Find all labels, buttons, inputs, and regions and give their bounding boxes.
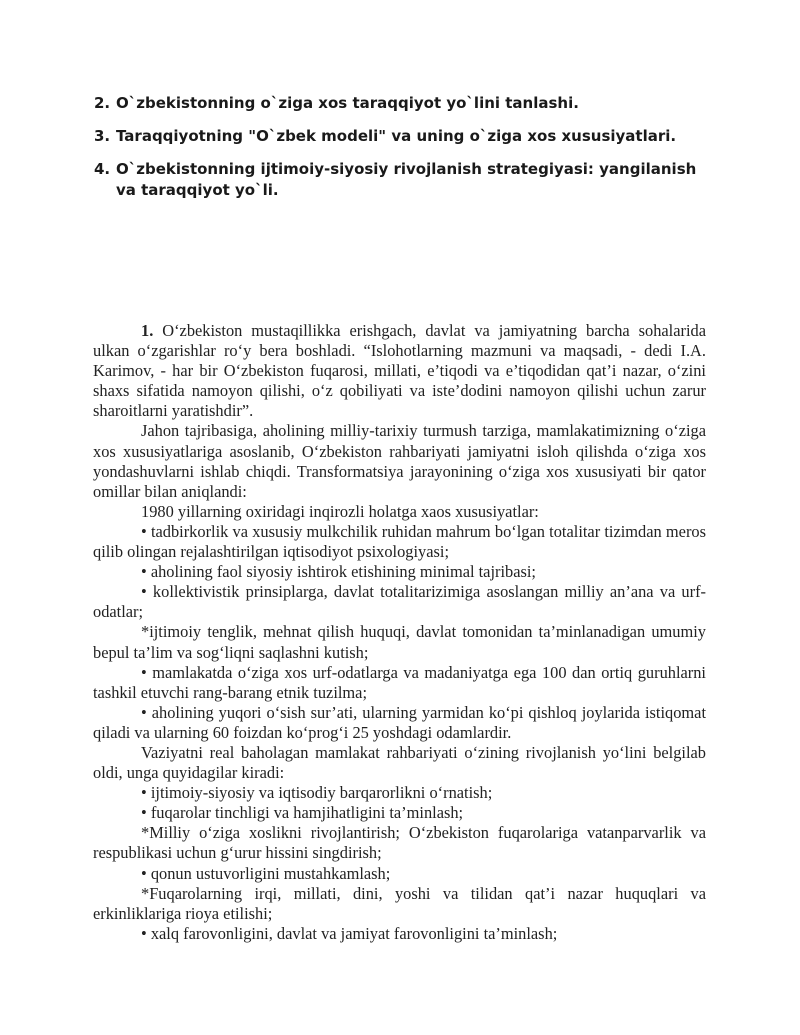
list-item: • tadbirkorlik va xususiy mulkchilik ruhidan mahrum bo‘lgan totalitar tizimdan meros qilib olingan rejalashtirilgan iqtisodiyot psixologiyasi; bbox=[93, 521, 706, 562]
paragraph: Jahon tajribasiga, aholining milliy-tarixiy turmush tarziga, mamlakatimizning o‘ziga xos xususiyatlariga asoslanib, O‘zbekiston rahbariyati jamiyatni isloh qilishda o‘ziga xos yondashuvlarni ishlab chiqdi. Transformatsiya jarayonining o‘ziga xos xususiyati bir qator omillar bilan aniqlandi: bbox=[93, 421, 706, 501]
list-item: *Fuqarolarning irqi, millati, dini, yoshi va tilidan qat’i nazar huquqlari va erkinliklariga rioya etilishi; bbox=[93, 883, 706, 923]
topic-item bbox=[94, 93, 714, 114]
list-item: • fuqarolar tinchligi va hamjihatligini ta’minlash; bbox=[141, 803, 464, 823]
topic-item bbox=[94, 159, 714, 201]
list-item: • mamlakatda o‘ziga xos urf-odatlarga va madaniyatga ega 100 dan ortiq guruhlarni tashkil etuvchi rang-barang etnik tuzilma; bbox=[93, 662, 706, 702]
body-text bbox=[93, 321, 706, 944]
topic-title: O`zbekistonning ijtimoiy-siyosiy rivojlanish strategiyasi: yangilanish va taraqqiyot yo`li. bbox=[116, 160, 697, 199]
paragraph-text: O‘zbekiston mustaqillikka erishgach, davlat va jamiyatning barcha sohalarida ulkan o‘zgarishlar ro‘y bera boshladi. “Islohotlarning mazmuni va maqsadi, - dedi I.A. Karimov, - har bir O‘zbekiston fuqarosi, millati, e’tiqodi va e’tiqodidan qat’i nazar, o‘zini shaxs sifatida namoyon qilishi, o‘z qobiliyati va iste’dodini namoyon qilishi uchun zarur sharoitlarni yaratishdir”. bbox=[93, 321, 706, 421]
topic-list bbox=[94, 93, 714, 213]
paragraph bbox=[93, 321, 706, 421]
paragraph-number: 1. bbox=[141, 321, 154, 340]
list-item: *Milliy o‘ziga xoslikni rivojlantirish; O‘zbekiston fuqarolariga vatanparvarlik va respublikasi uchun g‘urur hissini singdirish; bbox=[93, 823, 706, 863]
topic-item bbox=[94, 126, 714, 147]
list-item: • kollektivistik prinsiplarga, davlat totalitarizimiga asoslangan milliy an’ana va urf-odatlar; bbox=[93, 582, 706, 622]
paragraph: Vaziyatni real baholagan mamlakat rahbariyati o‘zining rivojlanish yo‘lini belgilab oldi, unga quyidagilar kiradi: bbox=[93, 742, 706, 783]
paragraph: 1980 yillarning oxiridagi inqirozli holatga xaos xususiyatlar: bbox=[141, 501, 539, 521]
topic-title: O`zbekistonning o`ziga xos taraqqiyot yo`lini tanlashi. bbox=[116, 94, 579, 112]
list-item: • ijtimoiy-siyosiy va iqtisodiy barqarorlikni o‘rnatish; bbox=[141, 783, 493, 803]
topic-number: 4. bbox=[94, 160, 111, 178]
list-item: • aholining faol siyosiy ishtirok etishining minimal tajribasi; bbox=[141, 562, 536, 582]
list-item: • xalq farovonligini, davlat va jamiyat farovonligini ta’minlash; bbox=[141, 923, 558, 943]
list-item: *ijtimoiy tenglik, mehnat qilish huquqi, davlat tomonidan ta’minlanadigan umumiy bepul ta’lim va sog‘liqni saqlashni kutish; bbox=[93, 622, 706, 662]
topic-number: 3. bbox=[94, 127, 111, 145]
list-item: • aholining yuqori o‘sish sur’ati, ularning yarmidan ko‘pi qishloq joylarida istiqomat qiladi va ularning 60 foizdan ko‘prog‘i 25 yoshdagi odamlardir. bbox=[93, 702, 706, 742]
topic-number: 2. bbox=[94, 94, 111, 112]
list-item: • qonun ustuvorligini mustahkamlash; bbox=[141, 863, 391, 883]
topic-title: Taraqqiyotning "O`zbek modeli" va uning o`ziga xos xususiyatlari. bbox=[116, 127, 677, 145]
